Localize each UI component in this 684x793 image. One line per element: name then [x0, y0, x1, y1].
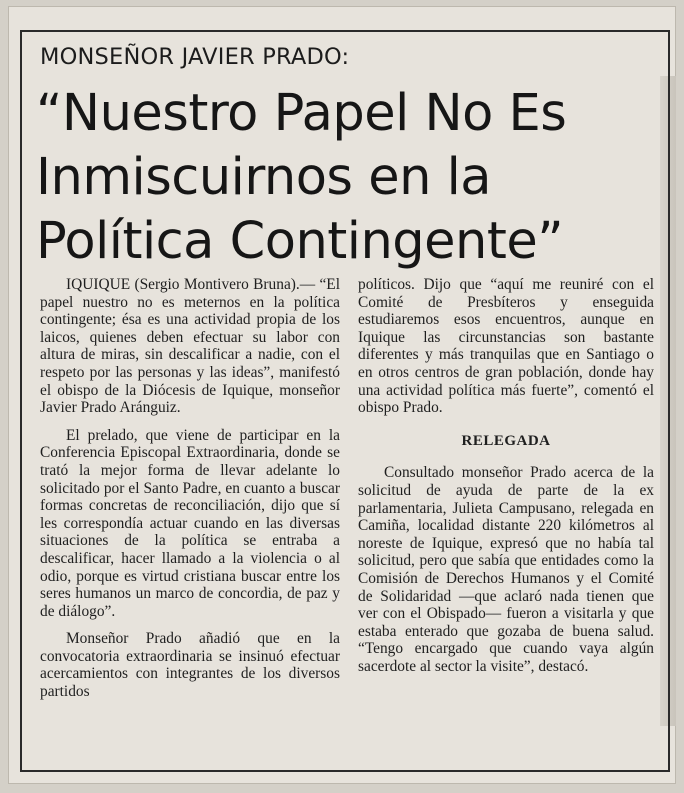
- headline-line-3: Política Contingente”: [36, 212, 564, 271]
- article-headline: [36, 82, 656, 274]
- paragraph-continuation: políticos. Dijo que “aquí me reuniré con el Comité de Presbíteros y enseguida estudiaremos esos encuentros, aunque en Iquique las circunstancias son bastante diferentes y más tranquilas que en Santiago o en otros centros de gran población, donde hay una actividad política más fuerte”, comentó el obispo Prado.: [358, 276, 654, 417]
- article-column-right: [358, 276, 654, 685]
- article-kicker: MONSEÑOR JAVIER PRADO:: [40, 44, 350, 70]
- paragraph-prelado: El prelado, que viene de participar en la Conferencia Episcopal Extraordinaria, donde se trató la mejor forma de llevar adelante lo solicitado por el Santo Padre, en cuanto a buscar formas concretas de reconciliación, dijo que sí les correspondía actuar cuando en las diversas situaciones de la política se entraba a descalificar, hacer llamado a la violencia o al odio, porque es virtud cristiana buscar entre los seres humanos un marco de concordia, de paz y de diálogo”.: [40, 426, 340, 620]
- newspaper-clipping: [8, 6, 676, 784]
- headline-line-2: Inmiscuirnos en la: [36, 148, 492, 207]
- headline-line-1: “Nuestro Papel No Es: [36, 84, 567, 143]
- paragraph-dateline: IQUIQUE (Sergio Montivero Bruna).— “El papel nuestro no es meternos en la política contingente; ésa es una actividad propia de los laicos, quienes deben efectuar su labor con altura de miras, sin descalificar a nadie, con el respeto por las personas y las ideas”, manifestó el obispo de la Diócesis de Iquique, monseñor Javier Prado Aránguiz.: [40, 276, 340, 417]
- section-subhead: RELEGADA: [461, 432, 551, 449]
- article-column-left: [40, 276, 340, 711]
- paragraph-convocatoria: Monseñor Prado añadió que en la convocatoria extraordinaria se insinuó efectuar acercamientos con integrantes de los diversos partidos: [40, 630, 340, 701]
- paragraph-relegada: Consultado monseñor Prado acerca de la solicitud de ayuda de parte de la ex parlamentaria, Julieta Campusano, relegada en Camiña, localidad distante 220 kilómetros al noreste de Iquique, expresó que no había tal solicitud, pero que sabía que entidades como la Comisión de Derechos Humanos y el Comité de Solidaridad —que aclaró nada tienen que ver con el Obispado— fueron a visitarla y que estaba enterado que gozaba de buena salud. “Tengo encargado que cuando vaya algún sacerdote al sector la visite”, destacó.: [358, 464, 654, 675]
